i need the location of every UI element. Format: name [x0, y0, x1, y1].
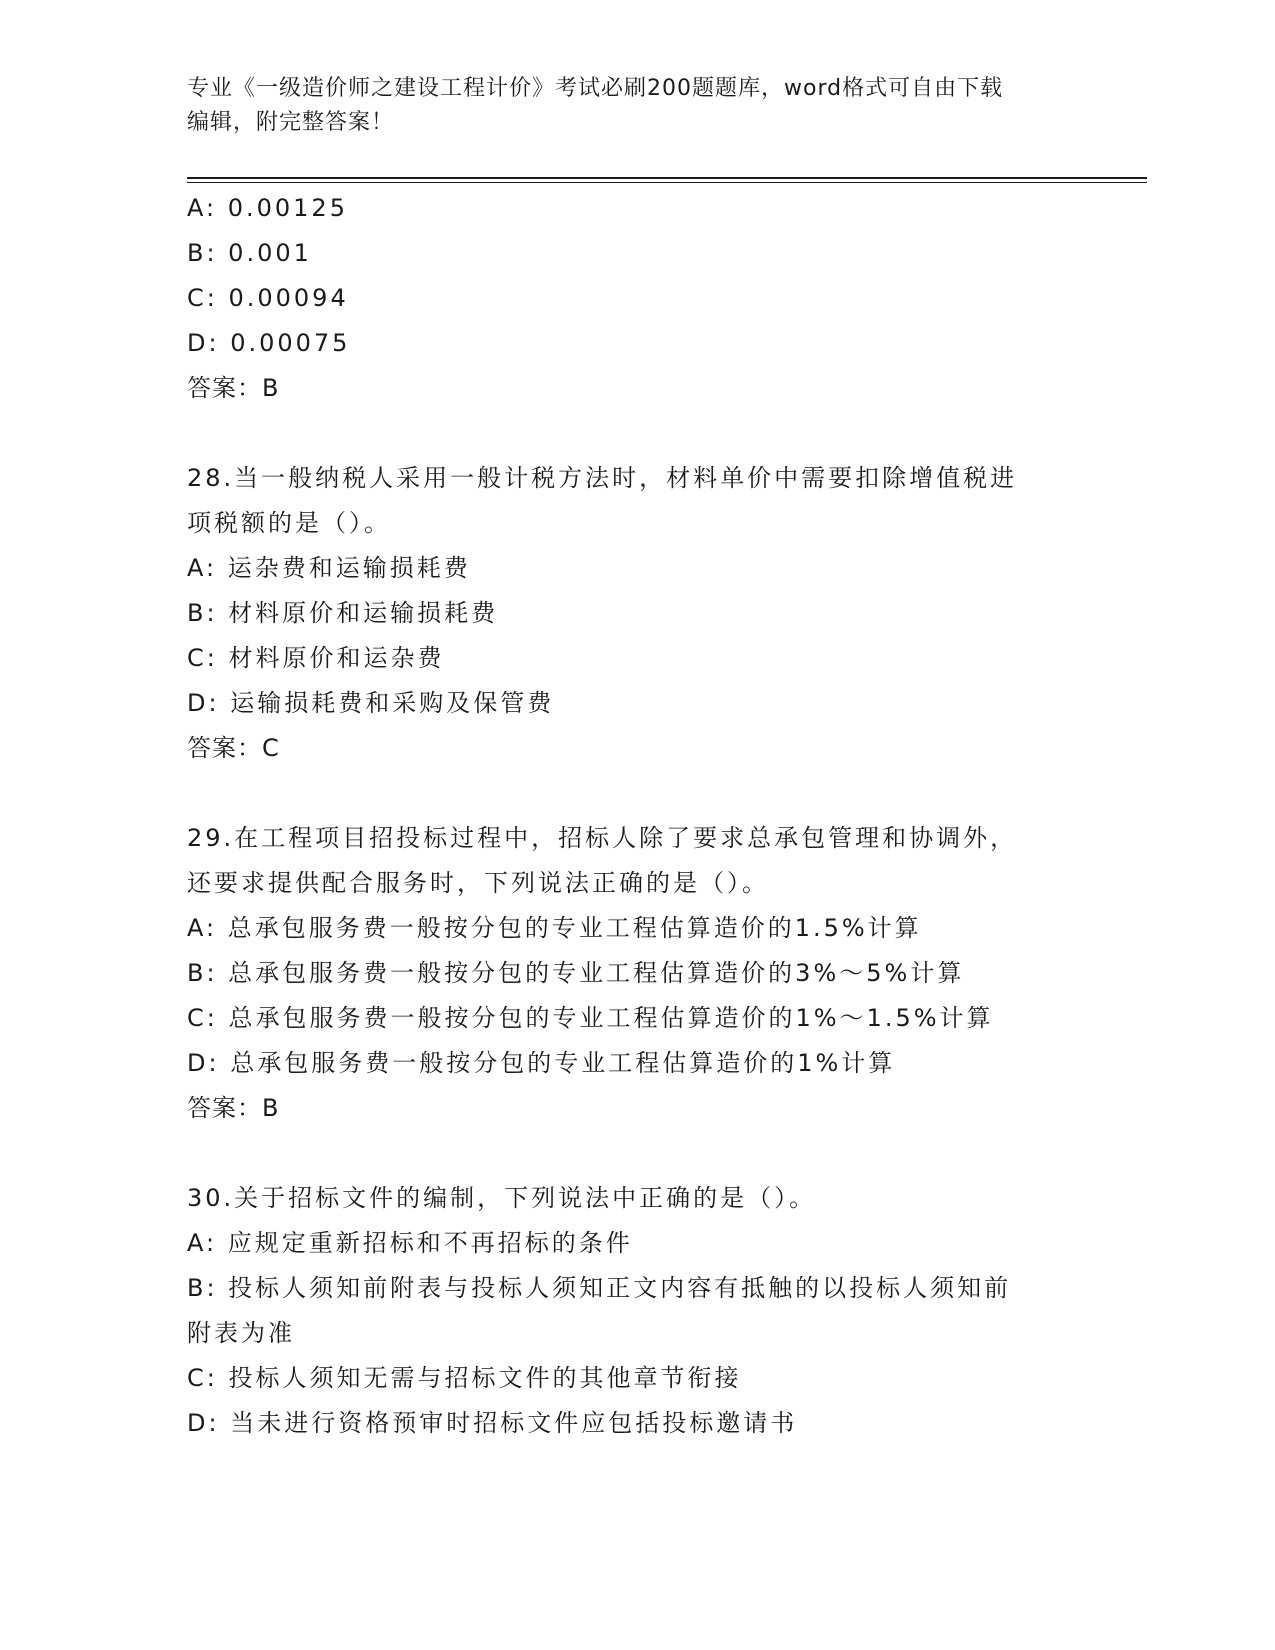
q29-option-c: C: 总承包服务费一般按分包的专业工程估算造价的1%～1.5%计算 — [187, 1004, 994, 1032]
q29-option-b: B: 总承包服务费一般按分包的专业工程估算造价的3%～5%计算 — [187, 959, 965, 987]
q30-option-b-line-2: 附表为准 — [187, 1319, 295, 1347]
header-line-2: 编辑，附完整答案！ — [187, 110, 395, 135]
q28-option-d: D: 运输损耗费和采购及保管费 — [187, 689, 555, 717]
q29-answer: 答案：B — [187, 1094, 280, 1122]
q28-answer: 答案：C — [187, 734, 280, 762]
q29-stem-line-2: 还要求提供配合服务时，下列说法正确的是（）。 — [187, 869, 769, 897]
q28-stem-line-2: 项税额的是（）。 — [187, 509, 391, 537]
q30-option-c: C: 投标人须知无需与招标文件的其他章节衔接 — [187, 1364, 742, 1392]
q30-option-d: D: 当未进行资格预审时招标文件应包括投标邀请书 — [187, 1409, 798, 1437]
q28-stem-line-1: 28.当一般纳税人采用一般计税方法时，材料单价中需要扣除增值税进 — [187, 464, 1018, 492]
q29-option-d: D: 总承包服务费一般按分包的专业工程估算造价的1%计算 — [187, 1049, 896, 1077]
q30-option-b-line-1: B: 投标人须知前附表与投标人须知正文内容有抵触的以投标人须知前 — [187, 1274, 1012, 1302]
q28-option-c: C: 材料原价和运杂费 — [187, 644, 445, 672]
header-divider-thick — [187, 177, 1147, 179]
header-line-1: 专业《一级造价师之建设工程计价》考试必刷200题题库，word格式可自由下载 — [187, 76, 1004, 101]
q28-option-b: B: 材料原价和运输损耗费 — [187, 599, 499, 627]
q27-option-a: A: 0.00125 — [187, 194, 348, 222]
q27-option-b: B: 0.001 — [187, 239, 312, 267]
q27-answer: 答案：B — [187, 374, 280, 402]
q30-option-a: A: 应规定重新招标和不再招标的条件 — [187, 1229, 633, 1257]
q29-option-a: A: 总承包服务费一般按分包的专业工程估算造价的1.5%计算 — [187, 914, 922, 942]
document-header — [187, 72, 1067, 140]
q27-option-c: C: 0.00094 — [187, 284, 349, 312]
q27-option-d: D: 0.00075 — [187, 329, 351, 357]
header-divider-thin — [187, 182, 1147, 183]
q29-stem-line-1: 29.在工程项目招投标过程中，招标人除了要求总承包管理和协调外， — [187, 824, 1018, 852]
q30-stem-line-1: 30.关于招标文件的编制，下列说法中正确的是（）。 — [187, 1184, 817, 1212]
q28-option-a: A: 运杂费和运输损耗费 — [187, 554, 471, 582]
